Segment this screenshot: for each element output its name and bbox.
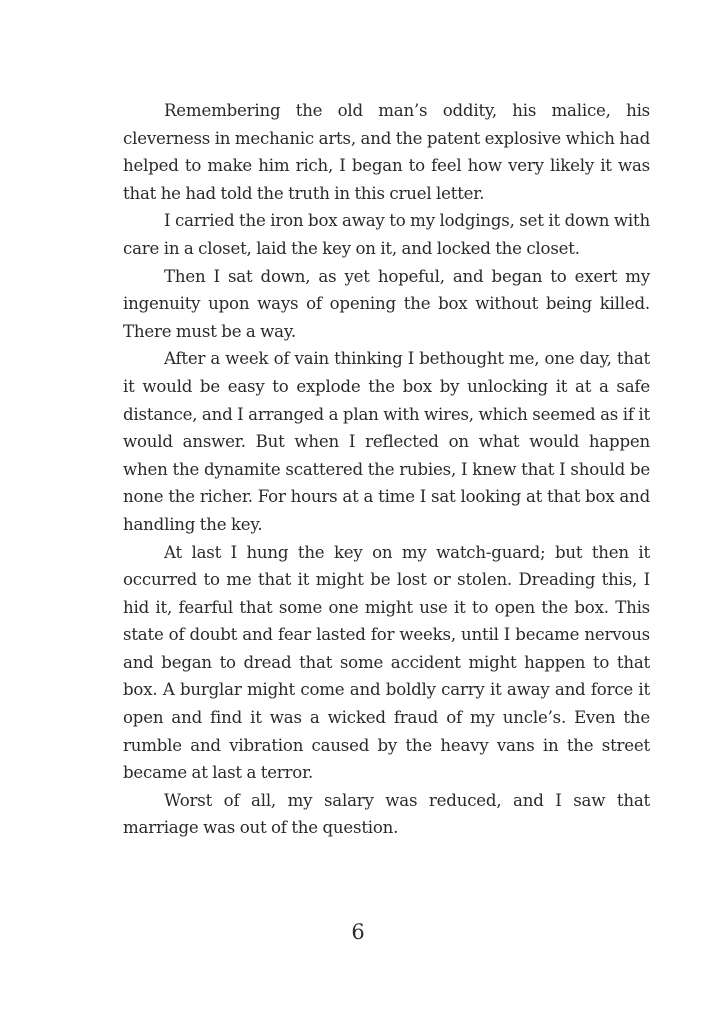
body-text: [123, 97, 650, 842]
paragraph-4: After a week of vain thinking I bethought me, one day, that it would be easy to explode the box by unlocking it at a safe distance, and I arranged a plan with wires, which seemed as if it would answer. But when I reflected on what would happen when the dynamite scattered the rubies, I knew that I should be none the richer. For hours at a time I sat looking at that box and handling the key.: [123, 349, 650, 534]
paragraph-5: At last I hung the key on my watch-guard; but then it occurred to me that it might be lost or stolen. Dreading this, I hid it, fearful that some one might use it to open the box. This state of doubt and fear lasted for weeks, until I became nervous and began to dread that some accident might happen to that box. A burglar might come and boldly carry it away and force it open and find it was a wicked fraud of my uncle’s. Even the rumble and vibration caused by the heavy vans in the street became at last a terror.: [123, 542, 650, 783]
paragraph-1: Remembering the old man’s oddity, his malice, his cleverness in mechanic arts, and the patent explosive which had helped to make him rich, I began to feel how very likely it was that he had told the truth in this cruel letter.: [123, 101, 650, 203]
paragraph-3: Then I sat down, as yet hopeful, and began to exert my ingenuity upon ways of opening the box without being killed. There must be a way.: [123, 266, 650, 341]
paragraph-6: Worst of all, my salary was reduced, and I saw that marriage was out of the question.: [123, 790, 650, 838]
page-number: 6: [351, 920, 365, 944]
paragraph-2: I carried the iron box away to my lodgings, set it down with care in a closet, laid the key on it, and locked the closet.: [123, 211, 650, 258]
